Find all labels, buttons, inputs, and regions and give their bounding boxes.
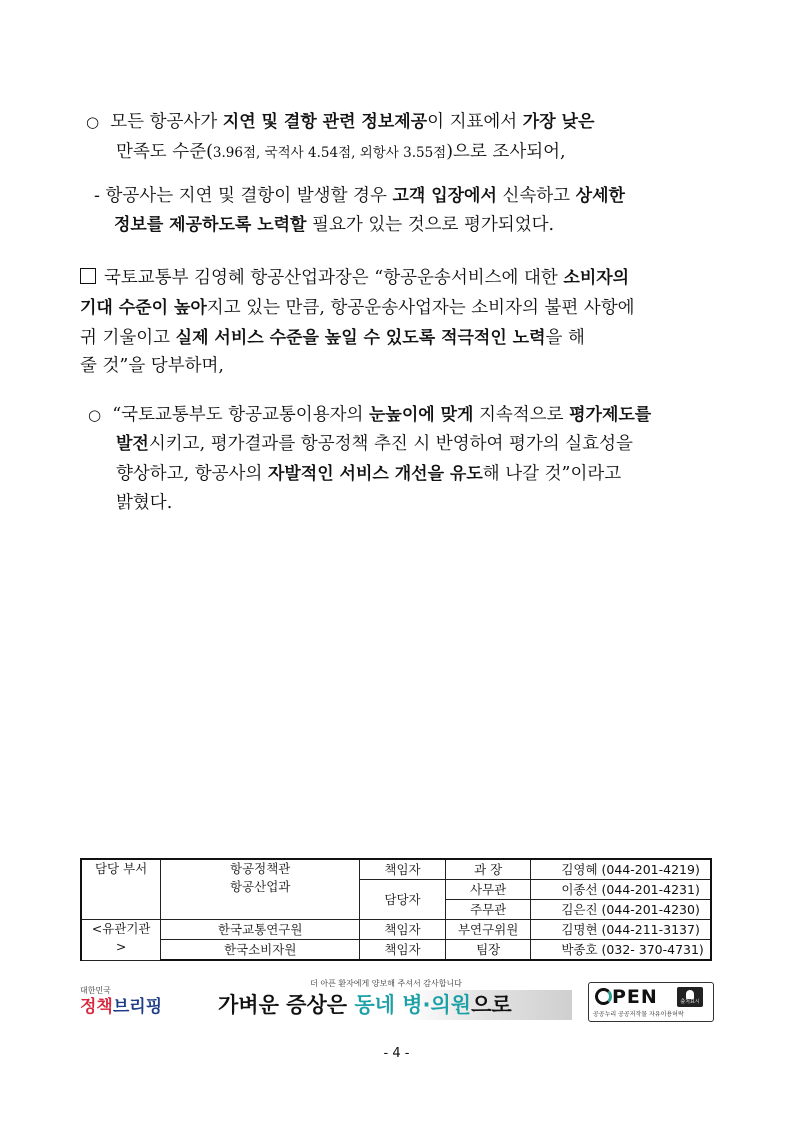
org-cell: 한국교통연구원: [161, 920, 360, 940]
org-cell: 한국소비자원: [161, 940, 360, 961]
paragraph-4-line-2: 발전시키고, 평가결과를 항공정책 추진 시 반영하여 평가의 실효성을: [116, 434, 633, 454]
table-row: [81, 859, 711, 880]
paragraph-1-line-1: ○ 모든 항공사가 지연 및 결항 관련 정보제공이 지표에서 가장 낮은: [86, 112, 595, 132]
open-o-icon: [595, 988, 612, 1005]
title-cell: 주무관: [445, 900, 531, 920]
contact-cell: 김영혜 (044-201-4219): [531, 859, 711, 880]
title-cell: 사무관: [445, 880, 531, 900]
dept-name-cell: 항공정책관 항공산업과: [161, 859, 360, 920]
title-cell: 팀장: [445, 940, 531, 961]
role-cell: 책임자: [360, 859, 446, 880]
role-cell: 담당자: [360, 880, 446, 920]
title-cell: 과 장: [445, 859, 531, 880]
paragraph-3-line-3: 귀 기울이고 실제 서비스 수준을 높일 수 있도록 적극적인 노력을 해: [80, 328, 585, 348]
contact-table: [80, 858, 712, 961]
policy-briefing-logo: 대한민국 정책브리핑: [80, 986, 163, 1017]
role-cell: 책임자: [360, 940, 446, 961]
title-cell: 부연구위원: [445, 920, 531, 940]
circle-bullet-icon: ○: [88, 406, 102, 424]
dept-label-cell: 담당 부서: [81, 859, 161, 920]
paragraph-4-line-1: ○ “국토교통부도 항공교통이용자의 눈높이에 맞게 지속적으로 평가제도를: [88, 405, 652, 425]
contact-cell: 김은진 (044-201-4230): [531, 900, 711, 920]
role-cell: 책임자: [360, 920, 446, 940]
attribution-icon: 출처표시: [677, 987, 703, 1007]
table-row: [81, 940, 711, 961]
campaign-banner: 더 아픈 환자에게 양보해 주셔서 감사합니다 가벼운 증상은 동네 병·의원으로: [200, 978, 572, 1020]
page-number: - 4 -: [383, 1046, 410, 1061]
circle-bullet-icon: ○: [86, 113, 100, 131]
related-label-cell: <유관기관>: [81, 920, 161, 961]
checkbox-square-icon: [80, 268, 96, 284]
contact-cell: 이종선 (044-201-4231): [531, 880, 711, 900]
paragraph-1-line-2: 만족도 수준(3.96점, 국적사 4.54점, 외항사 3.55점)으로 조사되어,: [116, 142, 566, 162]
paragraph-3-line-4: 줄 것”을 당부하며,: [80, 356, 224, 376]
paragraph-4-line-3: 향상하고, 항공사의 자발적인 서비스 개선을 유도해 나갈 것”이라고: [116, 464, 622, 484]
contact-cell: 김명현 (044-211-3137): [531, 920, 711, 940]
paragraph-2-line-1: - 항공사는 지연 및 결항이 발생할 경우 고객 입장에서 신속하고 상세한: [94, 186, 625, 206]
open-license-badge: PEN 출처표시 공공누리 공공저작물 자유이용허락: [588, 982, 714, 1022]
paragraph-4-line-4: 밝혔다.: [116, 493, 173, 513]
table-row: [81, 920, 711, 940]
paragraph-2-line-2: 정보를 제공하도록 노력할 필요가 있는 것으로 평가되었다.: [114, 215, 555, 235]
paragraph-3-line-2: 기대 수준이 높아지고 있는 만큼, 항공운송사업자는 소비자의 불편 사항에: [80, 298, 635, 318]
contact-cell: 박종호 (032- 370-4731): [531, 940, 711, 961]
paragraph-3-line-1: 국토교통부 김영혜 항공산업과장은 “항공운송서비스에 대한 소비자의: [80, 266, 629, 290]
